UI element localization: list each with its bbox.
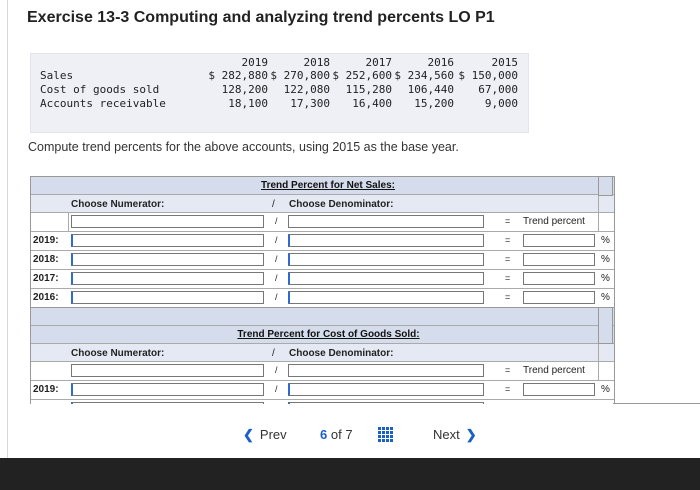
cogs-trend-table <box>30 307 615 404</box>
section-title: Trend Percent for Net Sales: <box>261 180 395 191</box>
row-label: Cost of goods sold <box>40 83 160 96</box>
current-page: 6 <box>320 427 328 442</box>
numerator-input[interactable] <box>71 215 264 228</box>
percent-sign: % <box>601 254 610 265</box>
denominator-input[interactable] <box>288 402 484 404</box>
value-cell: 9,000 <box>484 97 518 110</box>
slash-label: / <box>275 235 278 245</box>
value-cell: 17,300 <box>290 97 330 110</box>
numerator-input[interactable] <box>71 234 264 247</box>
equals-label: = <box>505 365 511 375</box>
value-cell: 122,080 <box>283 83 330 96</box>
label-row <box>31 195 614 213</box>
value-cell: 67,000 <box>478 83 518 96</box>
pagination-bar <box>0 418 700 452</box>
year-label: 2019: <box>33 384 59 395</box>
value-cell: 128,200 <box>221 83 268 96</box>
year-header: 2015 <box>491 56 518 69</box>
slash-label: / <box>275 273 278 283</box>
table-row <box>31 362 614 381</box>
denominator-input[interactable] <box>288 383 484 396</box>
year-header: 2018 <box>303 56 330 69</box>
denominator-input[interactable] <box>288 364 484 377</box>
table-header <box>31 308 614 326</box>
year-label: 2018: <box>33 254 59 265</box>
denominator-input[interactable] <box>288 291 484 304</box>
numerator-input[interactable] <box>71 402 264 404</box>
value-cell: $ 270,800 <box>270 69 330 82</box>
year-label: 2016: <box>33 292 59 303</box>
trend-percent-input[interactable] <box>523 253 595 266</box>
denominator-input[interactable] <box>288 234 484 247</box>
equals-label: = <box>505 384 511 394</box>
sub-end-cell <box>598 344 614 361</box>
slash-label: / <box>275 254 278 264</box>
grid-icon[interactable] <box>378 427 393 442</box>
year-header: 2017 <box>365 56 392 69</box>
value-cell: $ 150,000 <box>458 69 518 82</box>
trend-percent-input[interactable] <box>523 291 595 304</box>
table-header <box>31 326 614 344</box>
years-header-row <box>31 56 528 70</box>
table-row <box>31 232 614 251</box>
equals-label: = <box>505 235 511 245</box>
table-row <box>31 251 614 270</box>
sub-end-cell <box>598 195 614 212</box>
table-row <box>31 381 614 400</box>
sales-trend-table <box>30 176 615 309</box>
page-title: Exercise 13-3 Computing and analyzing trend percents LO P1 <box>27 9 495 26</box>
year-header: 2019 <box>241 56 268 69</box>
trend-percent-label: Trend percent <box>523 216 585 227</box>
table-row <box>31 213 614 232</box>
row-label: Sales <box>40 69 74 82</box>
receivable-row <box>31 97 528 111</box>
prev-button[interactable] <box>243 427 287 443</box>
value-cell: $ 234,560 <box>394 69 454 82</box>
cogs-row <box>31 83 528 97</box>
of-label: of <box>330 427 342 442</box>
table-row-partial <box>31 400 614 404</box>
value-cell: $ 252,600 <box>332 69 392 82</box>
numerator-input[interactable] <box>71 272 264 285</box>
table-row <box>31 289 614 308</box>
given-data-table <box>30 53 529 133</box>
slash-label: / <box>275 216 278 226</box>
next-label: Next <box>433 427 460 442</box>
numerator-input[interactable] <box>71 291 264 304</box>
outer-end-cell <box>598 176 613 196</box>
value-cell: $ 282,880 <box>208 69 268 82</box>
denominator-label: Choose Denominator: <box>289 348 394 359</box>
chevron-right-icon: ❯ <box>465 427 477 442</box>
divider-line <box>613 403 700 404</box>
next-button[interactable] <box>433 427 477 443</box>
year-label: 2017: <box>33 273 59 284</box>
numerator-label: Choose Numerator: <box>71 199 165 210</box>
denominator-label: Choose Denominator: <box>289 199 394 210</box>
chevron-left-icon: ❮ <box>243 427 254 442</box>
instruction-text: Compute trend percents for the above accounts, using 2015 as the base year. <box>28 140 459 154</box>
row-label: Accounts receivable <box>40 97 166 110</box>
denominator-input[interactable] <box>288 215 484 228</box>
table-row <box>31 270 614 289</box>
percent-sign: % <box>601 235 610 246</box>
prev-label: Prev <box>259 427 287 442</box>
total-pages: 7 <box>345 427 353 442</box>
value-cell: 106,440 <box>407 83 454 96</box>
label-row <box>31 344 614 362</box>
numerator-input[interactable] <box>71 253 264 266</box>
trend-percent-label: Trend percent <box>523 365 585 376</box>
value-cell: 16,400 <box>352 97 392 110</box>
numerator-input[interactable] <box>71 383 264 396</box>
trend-percent-input[interactable] <box>523 383 595 396</box>
end-cell <box>598 362 614 380</box>
table-header <box>31 177 614 195</box>
footer-bar <box>0 458 700 490</box>
section-title: Trend Percent for Cost of Goods Sold: <box>237 329 420 340</box>
denominator-input[interactable] <box>288 272 484 285</box>
trend-percent-input[interactable] <box>523 234 595 247</box>
denominator-input[interactable] <box>288 253 484 266</box>
value-cell: 115,280 <box>345 83 392 96</box>
year-header: 2016 <box>427 56 454 69</box>
slash-label: / <box>275 365 278 375</box>
percent-sign: % <box>601 273 610 284</box>
percent-sign: % <box>601 384 610 395</box>
percent-sign: % <box>601 292 610 303</box>
numerator-label: Choose Numerator: <box>71 348 165 359</box>
equals-label: = <box>505 292 511 302</box>
trend-percent-input[interactable] <box>523 272 595 285</box>
page-indicator[interactable] <box>320 427 353 442</box>
left-border <box>7 0 8 458</box>
year-cell <box>31 213 69 231</box>
equals-label: = <box>505 254 511 264</box>
end-cell <box>598 213 614 231</box>
slash-label: / <box>275 384 278 394</box>
slash-label: / <box>275 292 278 302</box>
outer-end-cell <box>598 307 613 344</box>
equals-label: = <box>505 273 511 283</box>
value-cell: 15,200 <box>414 97 454 110</box>
slash-label: / <box>272 348 275 359</box>
value-cell: 18,100 <box>228 97 268 110</box>
sales-row <box>31 69 528 83</box>
numerator-input[interactable] <box>71 364 264 377</box>
slash-label: / <box>272 199 275 210</box>
year-label: 2019: <box>33 235 59 246</box>
equals-label: = <box>505 216 511 226</box>
